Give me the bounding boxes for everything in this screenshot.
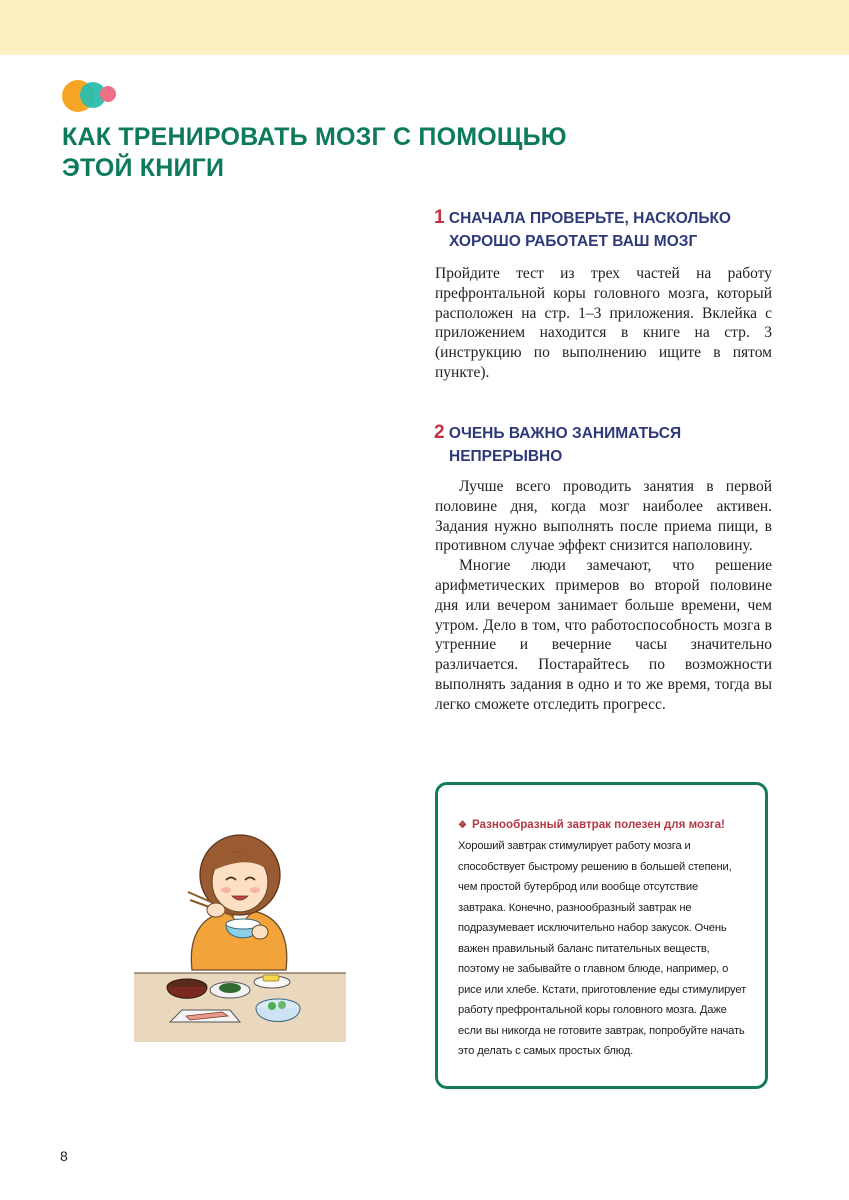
section-1-number: 1 — [434, 207, 445, 228]
page-title-line-2: ЭТОЙ КНИГИ — [62, 154, 225, 182]
diamond-bullet-icon: ❖ — [458, 820, 467, 831]
section-2-number: 2 — [434, 422, 445, 443]
woman-eating-breakfast-illustration — [130, 830, 350, 1045]
tip-title — [458, 815, 747, 836]
tip-title-text: Разнообразный завтрак полезен для мозга! — [471, 818, 725, 831]
page-number: 8 — [60, 1148, 68, 1164]
breakfast-tip-box — [435, 782, 768, 1089]
section-2-text — [435, 477, 772, 715]
page-title — [62, 122, 567, 184]
section-2-paragraph-1: Лучше всего проводить занятия в первой половине дня, когда мозг наиболее активен. Задания нужно выполнять после приема пищи, в противном случае эффект снизится наполовину. — [435, 478, 772, 555]
section-1-paragraph-1: Пройдите тест из трех частей на работу префронтальной коры головного мозга, который расположен на стр. 1–3 приложения. Вклейка с приложением находится в книге на стр. 3 (инструкцию по выполнению ищите в пятом пункте). — [435, 265, 772, 381]
section-1-text — [435, 264, 772, 383]
section-2-paragraph-2: Многие люди замечают, что решение арифметических примеров во второй половине дня или вечером занимает больше времени, чем утром. Дело в том, что работоспособность мозга в утренние и вечерние часы значительно различается. Постарайтесь по возможности выполнять задания в одно и то же время, тогда вы легко сможете отследить прогресс. — [435, 557, 772, 713]
section-1-heading-line-1: СНАЧАЛА ПРОВЕРЬТЕ, НАСКОЛЬКО — [448, 210, 731, 227]
section-2-heading — [434, 421, 681, 468]
page-title-line-1: КАК ТРЕНИРОВАТЬ МОЗГ С ПОМОЩЬЮ — [62, 123, 567, 151]
section-2-heading-line-2: НЕПРЕРЫВНО — [449, 448, 563, 465]
section-1-heading-line-2: ХОРОШО РАБОТАЕТ ВАШ МОЗГ — [449, 233, 698, 250]
section-2-heading-line-1: ОЧЕНЬ ВАЖНО ЗАНИМАТЬСЯ — [448, 425, 682, 442]
top-color-band — [0, 0, 849, 55]
tip-body-text: Хороший завтрак стимулирует работу мозга и способствует быстрому решению в большей степени, чем простой бутерброд или вообще отсутствие завтрака. Конечно, разнообразный завтрак не подразумевает исключительно набор закусок. Очень важен правильный баланс питательных веществ, поэтому не забывайте о главном блюде, например, о рисе или хлебе. Кстати, приготовление еды стимулирует работу префронтальной коры головного мозга. Даже если вы никогда не готовите завтрак, попробуйте начать это делать с самых простых блюд. — [458, 840, 747, 1057]
three-circles-logo-icon — [60, 76, 120, 116]
section-1-heading — [434, 206, 731, 253]
